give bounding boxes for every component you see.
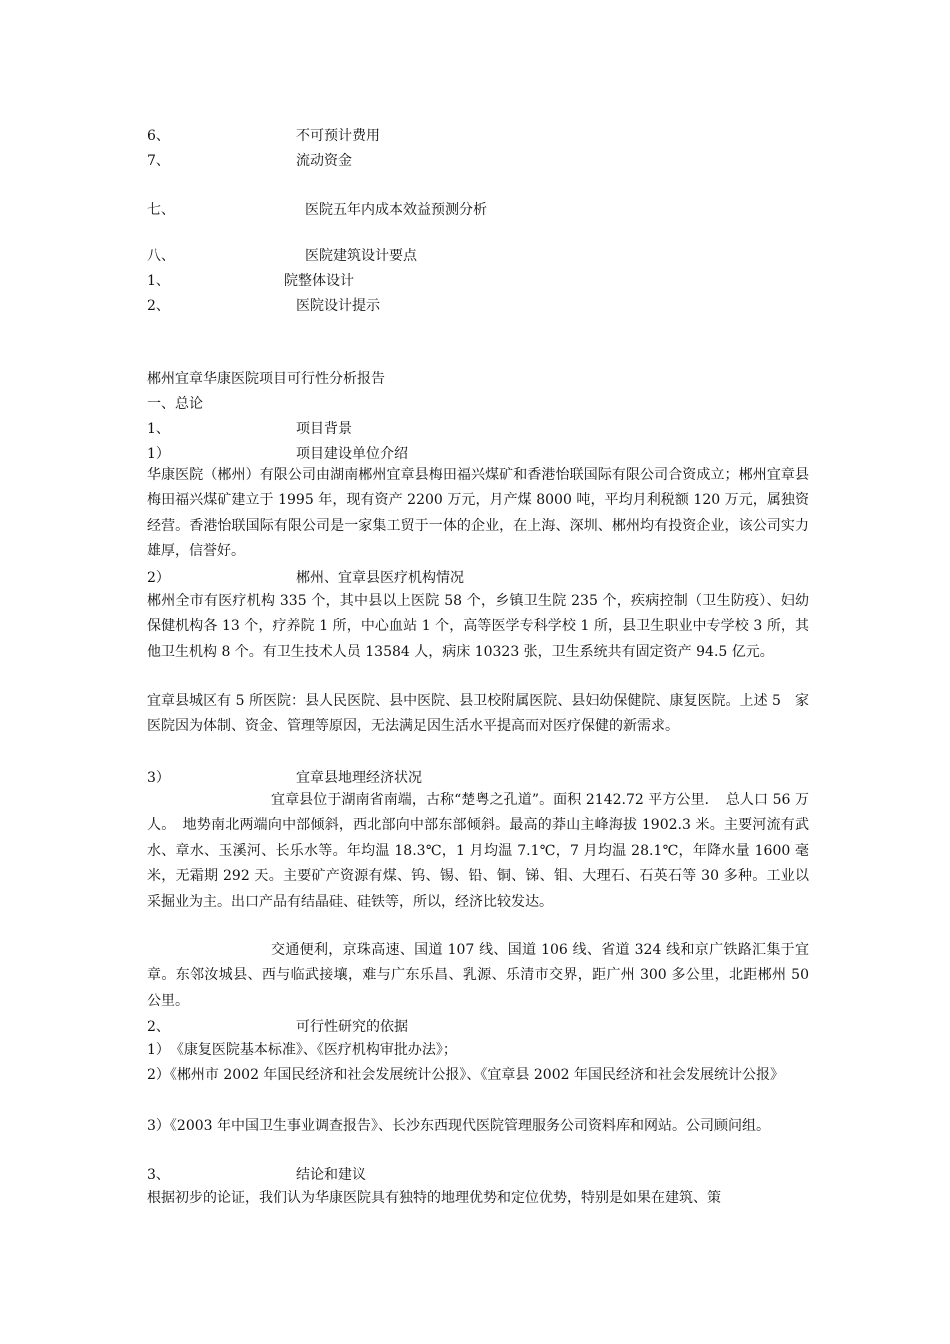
heading-number: 3） xyxy=(147,770,170,786)
reference-item: 2）《郴州市 2002 年国民经济和社会发展统计公报》、《宜章县 2002 年国民经济和社会发展统计公报》 xyxy=(147,1067,784,1083)
toc-number: 6、 xyxy=(147,128,170,144)
heading-text: 项目建设单位介绍 xyxy=(296,446,408,462)
paragraph: 华康医院（郴州）有限公司由湖南郴州宜章县梅田福兴煤矿和香港怡联国际有限公司合资成立；郴州宜章县梅田福兴煤矿建立于 1995 年，现有资产 2200 万元，月产煤 8000 吨，平均月利税额 120 万元，属独资经营。香港怡联国际有限公司是一家集工贸于一体的企业，在上海、深圳、郴州均有投资企业，该公司实力雄厚，信誉好。 xyxy=(147,467,809,560)
reference-item: 1） 《康复医院基本标准》、《医疗机构审批办法》； xyxy=(147,1042,457,1058)
heading-number: 2） xyxy=(147,570,170,586)
toc-number: 7、 xyxy=(147,153,170,169)
toc-text: 流动资金 xyxy=(296,153,352,169)
heading-number: 1） xyxy=(147,446,170,462)
toc-number: 七、 xyxy=(147,202,175,218)
reference-item: 3）《2003 年中国卫生事业调查报告》、长沙东西现代医院管理服务公司资料库和网站。公司顾问组。 xyxy=(147,1118,770,1134)
heading-number: 3、 xyxy=(147,1167,170,1183)
heading-text: 郴州、宜章县医疗机构情况 xyxy=(296,570,464,586)
toc-number: 2、 xyxy=(147,298,170,314)
paragraph: 宜章县位于湖南省南端，古称“楚粤之孔道”。面积 2142.72 平方公里． 总人口 56 万人。 地势南北两端向中部倾斜，西北部向中部东部倾斜。最高的莽山主峰海拔 1902.3 米。主要河流有武水、章水、玉溪河、长乐水等。年均温 18.3℃，1 月均温 7.1℃，7 月均温 28.1℃，年降水量 1600 毫米，无霜期 292 天。主要矿产资源有煤、钨、锡、铅、铜、锑、钼、大理石、石英石等 30 多种。工业以采掘业为主。出口产品有结晶硅、硅铁等，所以，经济比较发达。 xyxy=(147,792,809,910)
paragraph: 宜章县城区有 5 所医院：县人民医院、县中医院、县卫校附属医院、县妇幼保健院、康复医院。上述 5 家医院因为体制、资金、管理等原因，无法满足因生活水平提高而对医疗保健的新需求。 xyxy=(147,693,809,735)
toc-text: 医院建筑设计要点 xyxy=(305,248,417,264)
toc-text: 医院五年内成本效益预测分析 xyxy=(305,202,487,218)
report-title: 郴州宜章华康医院项目可行性分析报告 xyxy=(147,371,385,387)
toc-number: 1、 xyxy=(147,273,170,289)
heading-number: 1、 xyxy=(147,421,170,437)
heading-text: 可行性研究的依据 xyxy=(296,1019,408,1035)
heading-text: 项目背景 xyxy=(296,421,352,437)
paragraph: 郴州全市有医疗机构 335 个，其中县以上医院 58 个，乡镇卫生院 235 个，疾病控制（卫生防疫）、妇幼保健机构各 13 个，疗养院 1 所，中心血站 1 个，高等医学专科学校 1 所，县卫生职业中专学校 3 所，其他卫生机构 8 个。有卫生技术人员 13584 人，病床 10323 张，卫生系统共有固定资产 94.5 亿元。 xyxy=(147,593,809,660)
toc-number: 八、 xyxy=(147,248,175,264)
toc-text: 不可预计费用 xyxy=(296,128,380,144)
paragraph: 根据初步的论证，我们认为华康医院具有独特的地理优势和定位优势，特别是如果在建筑、策 xyxy=(147,1190,721,1206)
section-heading: 一、总论 xyxy=(147,396,203,412)
heading-text: 宜章县地理经济状况 xyxy=(296,770,422,786)
toc-text: 医院设计提示 xyxy=(296,298,380,314)
heading-text: 结论和建议 xyxy=(296,1167,366,1183)
heading-number: 2、 xyxy=(147,1019,170,1035)
paragraph: 交通便利，京珠高速、国道 107 线、国道 106 线、省道 324 线和京广铁路汇集于宜章。东邻汝城县、西与临武接壤，难与广东乐昌、乳源、乐清市交界，距广州 300 多公里，北距郴州 50 公里。 xyxy=(147,942,809,1009)
toc-text: 院整体设计 xyxy=(284,273,354,289)
